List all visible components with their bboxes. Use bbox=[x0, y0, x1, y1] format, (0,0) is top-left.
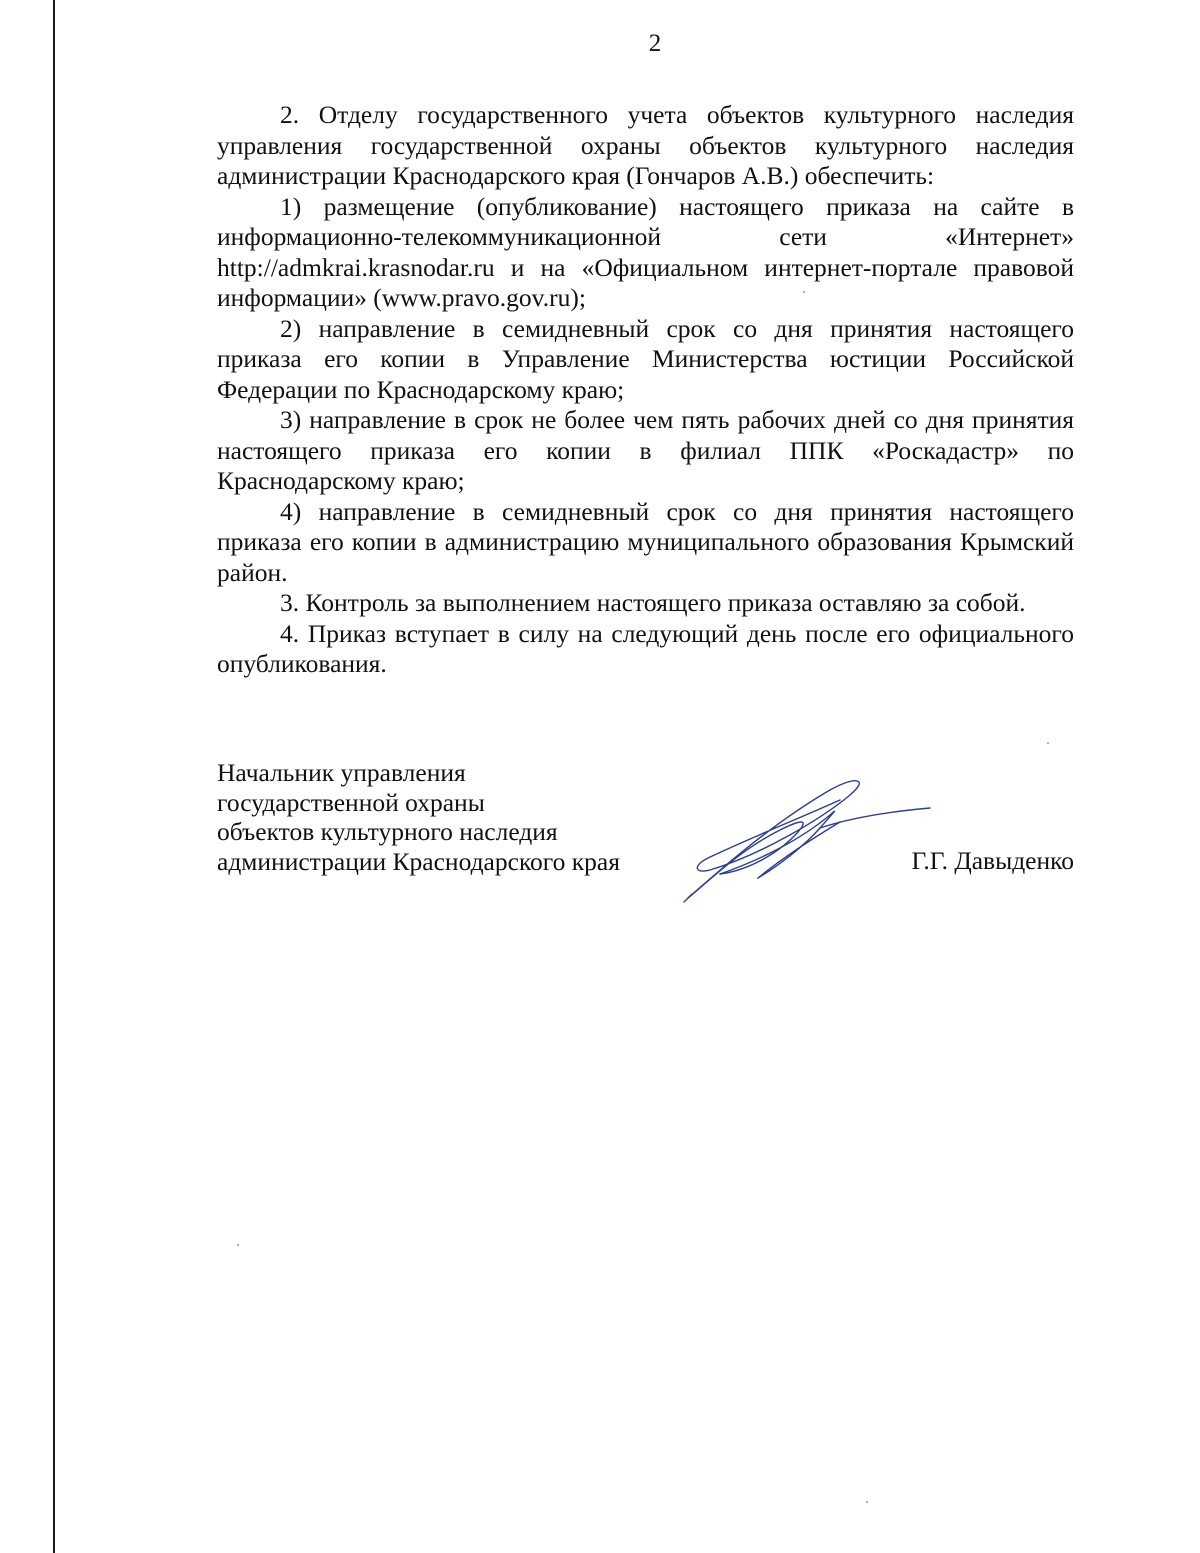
scan-speck bbox=[237, 1244, 239, 1246]
signatory-title-line: Начальник управления bbox=[217, 758, 466, 787]
scan-speck bbox=[803, 291, 805, 293]
handwritten-signature bbox=[680, 770, 940, 910]
paragraph-2: 2. Отделу государственного учета объектов культурного наследия управления государственной охраны объектов культурного наследия администрации Краснодарского края (Гончаров А.В.) обеспечить: bbox=[217, 100, 1074, 190]
page-number: 2 bbox=[648, 30, 662, 57]
paragraph-4: 4. Приказ вступает в силу на следующий день после его официального опубликования. bbox=[217, 618, 1074, 678]
paragraph-3: 3. Контроль за выполнением настоящего приказа оставляю за собой. bbox=[280, 588, 1026, 617]
paragraph-2-item-2: 2) направление в семидневный срок со дня принятия настоящего приказа его копии в Управление Министерства юстиции Российской Федерации по Краснодарскому краю; bbox=[217, 313, 1074, 404]
signer-name: Г.Г. Давыденко bbox=[911, 846, 1074, 875]
scan-edge-line bbox=[53, 0, 55, 1553]
paragraph-2-item-4: 4) направление в семидневный срок со дня принятия настоящего приказа его копии в администрацию муниципального образования Крымский район. bbox=[217, 496, 1074, 587]
signatory-title-line: объектов культурного наследия bbox=[217, 817, 558, 846]
scan-speck bbox=[866, 1501, 868, 1503]
document-body bbox=[217, 100, 1074, 680]
paragraph-2-item-1: 1) размещение (опубликование) настоящего приказа на сайте в информационно-телекоммуникационной сети «Интернет» http://admkrai.krasnodar.ru и на «Официальном интернет-портале правовой информации» (www.pravo.gov.ru); bbox=[217, 191, 1074, 312]
paragraph-2-item-3: 3) направление в срок не более чем пять рабочих дней со дня принятия настоящего приказа его копии в филиал ППК «Роскадастр» по Краснодарскому краю; bbox=[217, 405, 1074, 495]
signatory-title-line: администрации Краснодарского края bbox=[217, 846, 620, 876]
signatory-title bbox=[217, 758, 620, 876]
signatory-title-line: государственной охраны bbox=[217, 787, 485, 817]
scan-speck bbox=[1047, 742, 1049, 744]
